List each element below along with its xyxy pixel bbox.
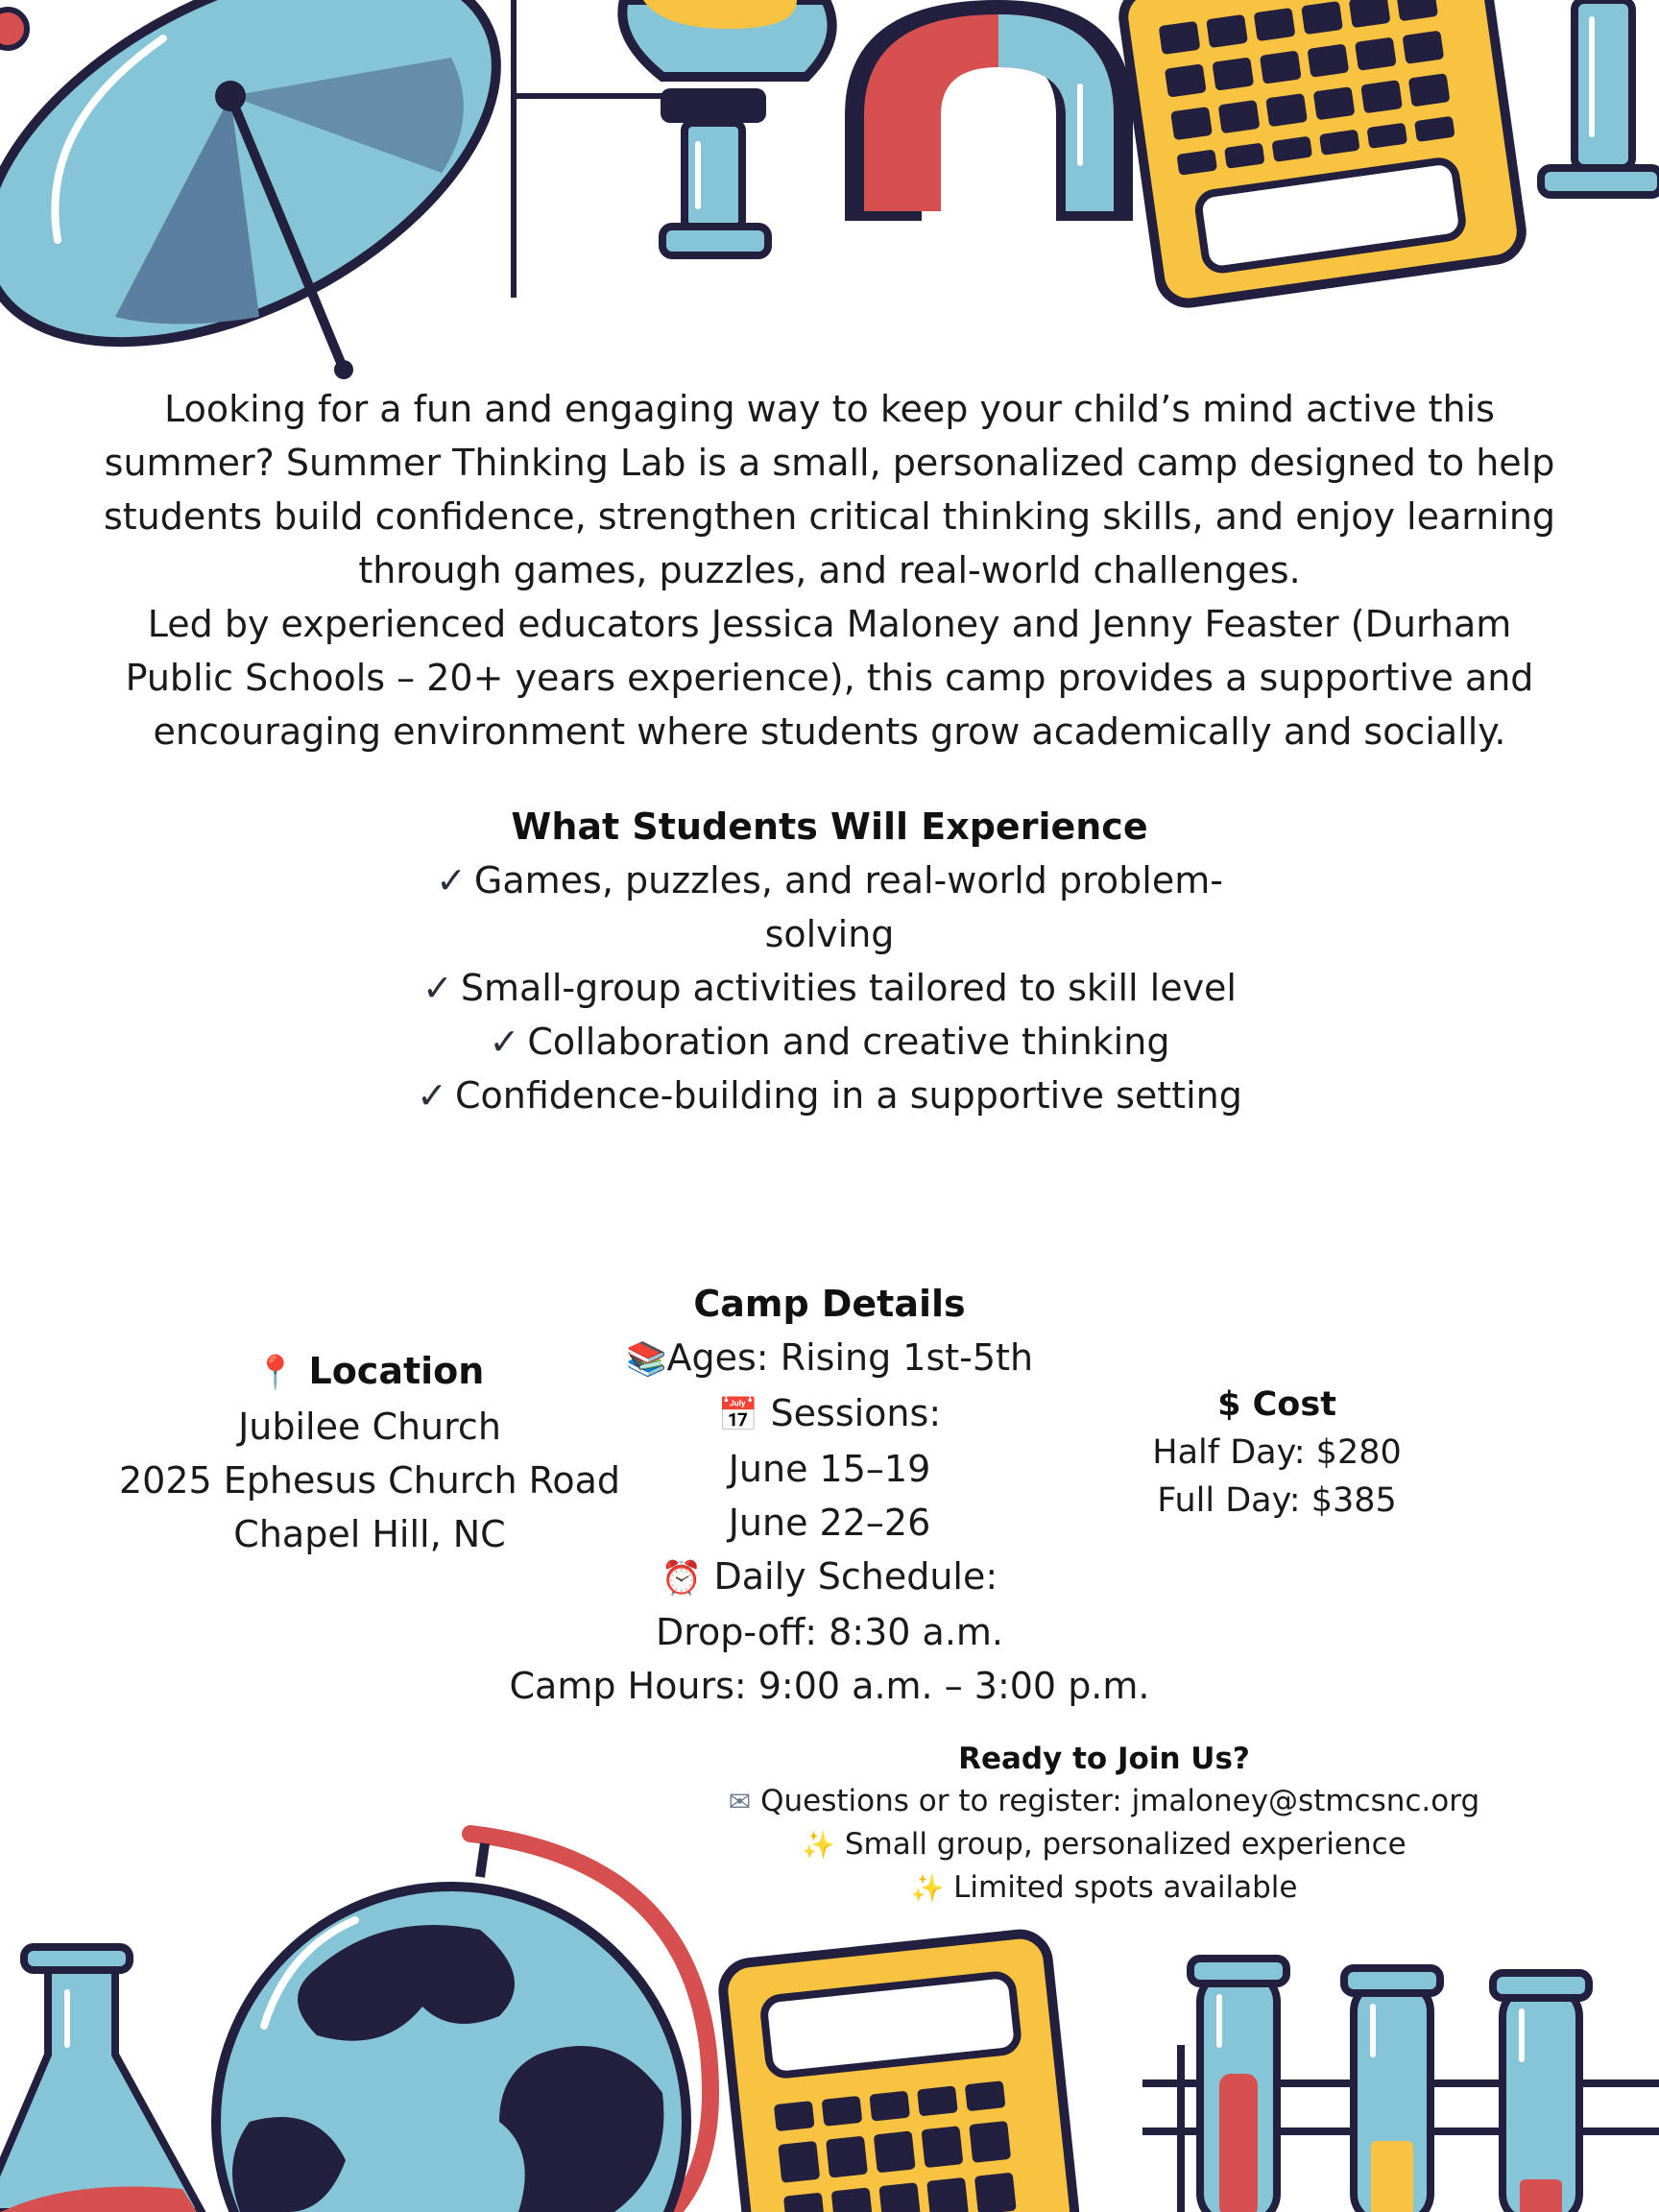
ages-text: Ages: Rising 1st-5th [666, 1336, 1034, 1379]
calendar-icon: 📅 [717, 1396, 759, 1434]
location-city: Chapel Hill, NC [233, 1513, 506, 1555]
satellite-dish-icon [0, 0, 558, 384]
list-item [413, 1015, 1246, 1069]
list-item [413, 854, 1246, 961]
list-item [413, 1069, 1246, 1122]
contact-text[interactable]: Questions or to register: jmaloney@stmcsnc.org [760, 1784, 1480, 1818]
list-item-text: Games, puzzles, and real-world problem-solving [473, 859, 1223, 955]
full-day-price: Full Day: $385 [1157, 1481, 1397, 1520]
checkmark-icon: ✓ [489, 1021, 520, 1063]
intro-section [96, 382, 1563, 758]
top-science-illustrations [0, 0, 1659, 384]
point-text: Limited spots available [953, 1870, 1298, 1905]
point-text: Small group, personalized experience [844, 1827, 1407, 1862]
checkmark-icon: ✓ [417, 1074, 447, 1117]
cost-heading-text: Cost [1252, 1385, 1336, 1424]
camp-hours: Camp Hours: 9:00 a.m. – 3:00 p.m. [509, 1665, 1150, 1707]
dropoff-time: Drop-off: 8:30 a.m. [655, 1611, 1004, 1653]
calculator-icon [720, 1932, 1077, 2212]
cost-heading [1114, 1381, 1440, 1429]
intro-paragraph: Looking for a fun and engaging way to keep your child’s mind active this summer? Summer Thinking Lab is a small, personalized camp designed to help students build confidence, strengthen critical thinking skills, and enjoy learning through games, puzzles, and real-world challenges. [103, 388, 1556, 591]
location-heading-text: Location [308, 1350, 485, 1392]
globe-icon [216, 1834, 710, 2212]
bottom-science-illustrations [0, 1805, 1659, 2212]
cost-section [1114, 1381, 1440, 1525]
checkmark-icon: ✓ [422, 967, 453, 1009]
pin-icon: 📍 [254, 1354, 297, 1392]
camp-details-heading: Camp Details [693, 1283, 966, 1325]
experience-list [413, 854, 1246, 1122]
light-bulb-icon [622, 0, 831, 255]
educators-paragraph: Led by experienced educators Jessica Maloney and Jenny Feaster (Durham Public Schools – 20+ years experience), this camp provides a supportive and encouraging environment where students grow academically and socially. [125, 603, 1534, 753]
list-item [413, 961, 1246, 1015]
flask-icon [0, 1947, 202, 2212]
calculator-icon [1119, 0, 1525, 306]
session-1: June 15–19 [728, 1448, 931, 1490]
experience-section [413, 800, 1246, 1122]
location-street: 2025 Ephesus Church Road [118, 1459, 621, 1502]
schedule-label: Daily Schedule: [713, 1555, 998, 1598]
experience-heading: What Students Will Experience [511, 805, 1148, 848]
schedule-line [461, 1550, 1198, 1605]
join-heading: Ready to Join Us? [958, 1742, 1250, 1776]
sparkle-icon: ✨ [910, 1872, 945, 1904]
camp-details-section [461, 1277, 1198, 1713]
test-tube-icon [1541, 0, 1659, 195]
list-item-text: Confidence-building in a supportive setting [454, 1074, 1242, 1117]
sparkle-icon: ✨ [802, 1829, 835, 1861]
books-icon: 📚 [625, 1340, 667, 1379]
checkmark-icon: ✓ [436, 859, 467, 902]
test-tube-rack-icon [1142, 1959, 1659, 2212]
magnet-icon [845, 0, 1133, 221]
envelope-icon: ✉ [728, 1786, 752, 1817]
half-day-price: Half Day: $280 [1152, 1433, 1402, 1472]
list-item-text: Collaboration and creative thinking [527, 1021, 1170, 1063]
list-item-text: Small-group activities tailored to skill level [460, 967, 1237, 1009]
sessions-line [461, 1386, 1198, 1442]
session-2: June 22–26 [728, 1502, 931, 1544]
alarm-clock-icon: ⏰ [661, 1559, 703, 1598]
location-name: Jubilee Church [238, 1406, 501, 1448]
dollar-icon: $ [1217, 1385, 1241, 1424]
ages-line [461, 1331, 1198, 1386]
sessions-label: Sessions: [770, 1392, 942, 1434]
